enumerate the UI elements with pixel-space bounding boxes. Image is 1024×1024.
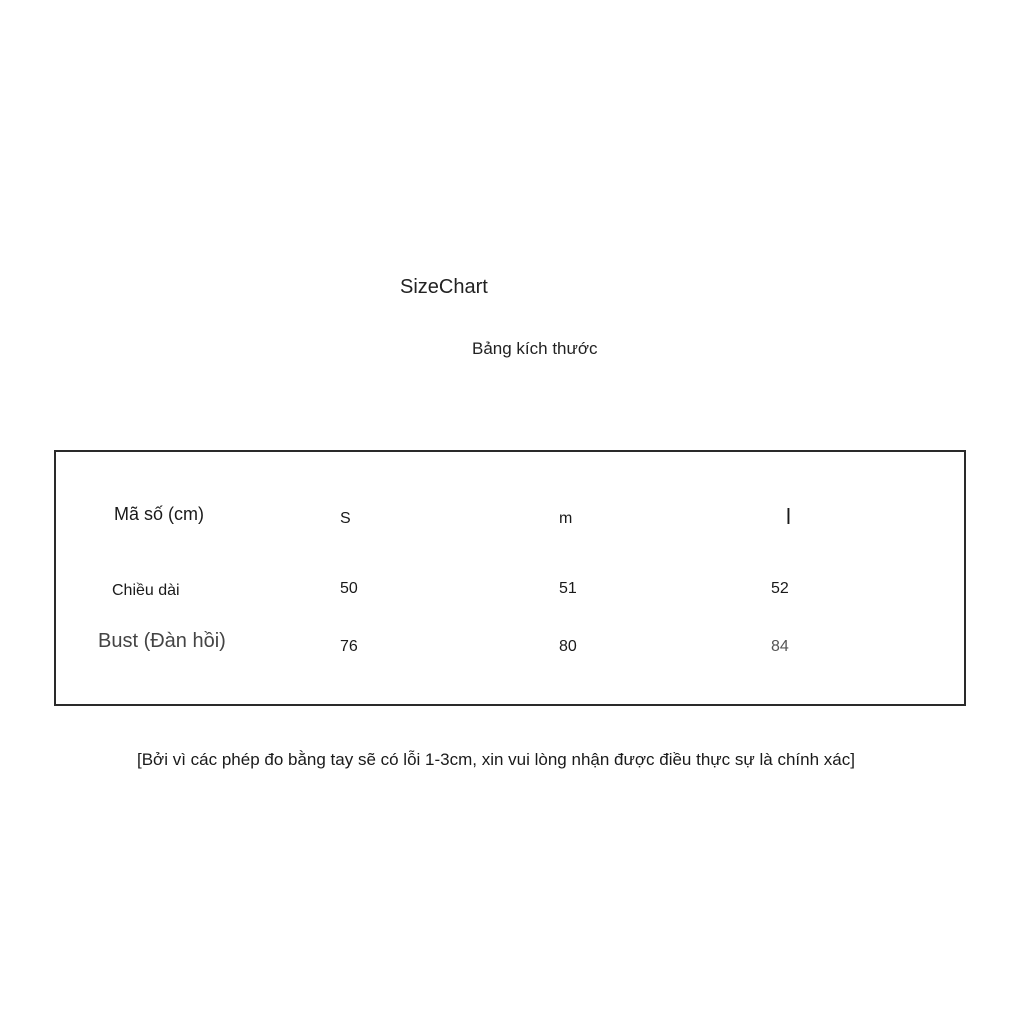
page-subtitle: Bảng kích thước — [472, 339, 598, 358]
row-length-m: 51 — [559, 580, 577, 597]
row-bust-s: 76 — [340, 638, 358, 655]
row-length-l: 52 — [771, 580, 789, 597]
row-length-label: Chiều dài — [112, 582, 180, 599]
size-m-header: m — [559, 510, 573, 527]
size-s-header: S — [340, 510, 351, 527]
row-length-s: 50 — [340, 580, 358, 597]
row-bust-m: 80 — [559, 638, 577, 655]
header-label: Mã số (cm) — [114, 504, 204, 524]
size-table — [54, 450, 966, 706]
row-bust-l: 84 — [771, 638, 789, 655]
size-l-header: l — [786, 504, 791, 529]
measurement-note: [Bởi vì các phép đo bằng tay sẽ có lỗi 1-3cm, xin vui lòng nhận được điều thực sự là chính xác] — [137, 750, 855, 769]
row-bust-label: Bust (Đàn hồi) — [98, 630, 226, 652]
page-title: SizeChart — [400, 276, 488, 298]
